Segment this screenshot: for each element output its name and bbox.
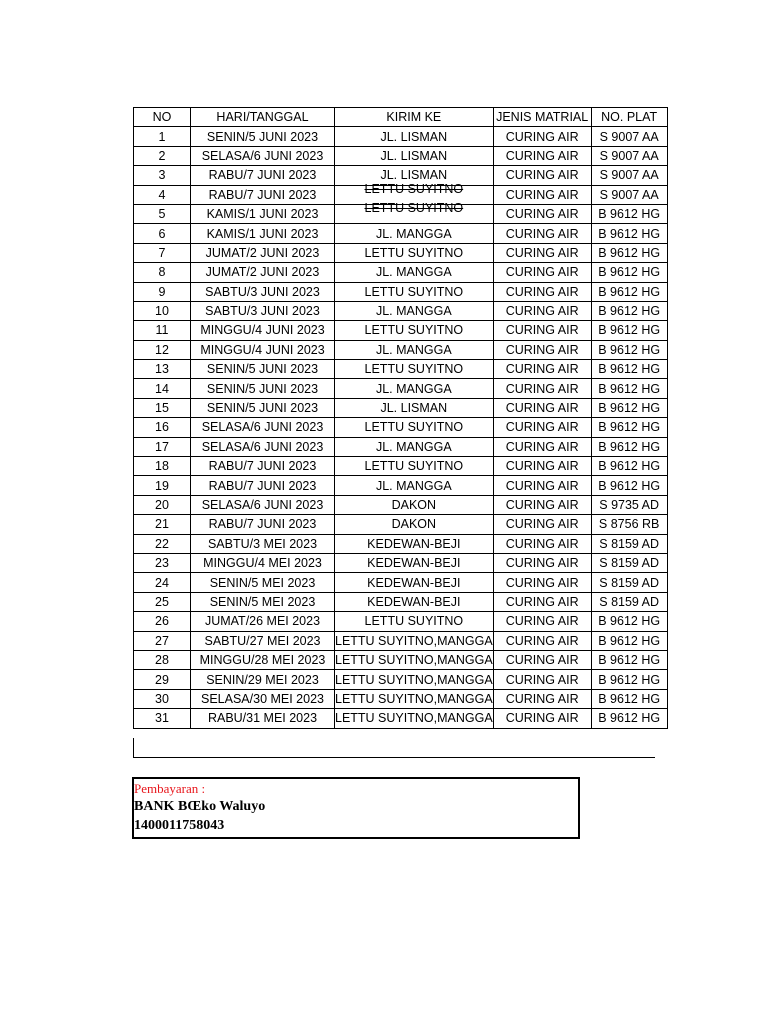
cell-material: CURING AIR <box>493 573 591 592</box>
cell-no: 12 <box>134 340 191 359</box>
table-row <box>134 592 668 611</box>
cell-date: RABU/7 JUNI 2023 <box>191 166 335 185</box>
cell-plate: B 9612 HG <box>591 282 667 301</box>
cell-plate: B 9612 HG <box>591 612 667 631</box>
cell-plate: S 9007 AA <box>591 127 667 146</box>
cell-no: 7 <box>134 243 191 262</box>
cell-destination-text: LETTU SUYITNO <box>364 201 464 216</box>
cell-date: SABTU/27 MEI 2023 <box>191 631 335 650</box>
cell-no: 13 <box>134 360 191 379</box>
cell-destination: JL. MANGGA <box>335 437 494 456</box>
cell-material: CURING AIR <box>493 709 591 728</box>
cell-plate: B 9612 HG <box>591 243 667 262</box>
delivery-table <box>133 107 668 729</box>
table-row <box>134 398 668 417</box>
cell-destination: LETTU SUYITNO,MANGGA <box>335 631 494 650</box>
cell-no: 4 <box>134 185 191 204</box>
cell-destination: JL. LISMAN <box>335 398 494 417</box>
table-row <box>134 709 668 728</box>
cell-date: MINGGU/4 MEI 2023 <box>191 553 335 572</box>
table-row <box>134 243 668 262</box>
cell-plate: B 9612 HG <box>591 457 667 476</box>
cell-no: 6 <box>134 224 191 243</box>
cell-plate: B 9612 HG <box>591 689 667 708</box>
table-header-row <box>134 108 668 127</box>
header-material: JENIS MATRIAL <box>493 108 591 127</box>
cell-plate: B 9612 HG <box>591 224 667 243</box>
cell-date: RABU/7 JUNI 2023 <box>191 515 335 534</box>
cell-no: 17 <box>134 437 191 456</box>
cell-plate: B 9612 HG <box>591 650 667 669</box>
table-row <box>134 321 668 340</box>
header-date: HARI/TANGGAL <box>191 108 335 127</box>
cell-destination-text: LETTU SUYITNO <box>364 181 464 196</box>
cell-date: KAMIS/1 JUNI 2023 <box>191 204 335 223</box>
cell-no: 18 <box>134 457 191 476</box>
cell-destination: LETTU SUYITNO <box>335 282 494 301</box>
cell-plate: B 9612 HG <box>591 321 667 340</box>
table-body <box>134 127 668 728</box>
cell-material: CURING AIR <box>493 379 591 398</box>
cell-no: 19 <box>134 476 191 495</box>
header-no: NO <box>134 108 191 127</box>
table-row <box>134 631 668 650</box>
table-row <box>134 689 668 708</box>
cell-no: 21 <box>134 515 191 534</box>
cell-date: RABU/7 JUNI 2023 <box>191 476 335 495</box>
cell-plate: B 9612 HG <box>591 340 667 359</box>
cell-no: 16 <box>134 418 191 437</box>
cell-material: CURING AIR <box>493 146 591 165</box>
table-row <box>134 534 668 553</box>
cell-plate: S 8756 RB <box>591 515 667 534</box>
cell-no: 3 <box>134 166 191 185</box>
cell-material: CURING AIR <box>493 631 591 650</box>
cell-material: CURING AIR <box>493 495 591 514</box>
cell-date: SABTU/3 JUNI 2023 <box>191 301 335 320</box>
table-row <box>134 457 668 476</box>
cell-destination: JL. MANGGA <box>335 301 494 320</box>
cell-destination: LETTU SUYITNO,MANGGA <box>335 670 494 689</box>
cell-date: JUMAT/26 MEI 2023 <box>191 612 335 631</box>
cell-destination: JL. MANGGA <box>335 476 494 495</box>
cell-date: SENIN/5 MEI 2023 <box>191 592 335 611</box>
cell-material: CURING AIR <box>493 282 591 301</box>
cell-plate: S 9007 AA <box>591 146 667 165</box>
cell-destination: JL. MANGGA <box>335 263 494 282</box>
payment-bank: BANK BŒko Waluyo <box>134 799 266 814</box>
cell-destination: LETTU SUYITNO,MANGGA <box>335 709 494 728</box>
cell-destination: LETTU SUYITNO <box>335 243 494 262</box>
cell-no: 5 <box>134 204 191 223</box>
cell-plate: B 9612 HG <box>591 379 667 398</box>
table-row <box>134 495 668 514</box>
cell-no: 15 <box>134 398 191 417</box>
cell-no: 27 <box>134 631 191 650</box>
cell-material: CURING AIR <box>493 689 591 708</box>
cell-no: 14 <box>134 379 191 398</box>
cell-plate: B 9612 HG <box>591 360 667 379</box>
cell-material: CURING AIR <box>493 301 591 320</box>
cell-plate: B 9612 HG <box>591 709 667 728</box>
cell-date: SELASA/30 MEI 2023 <box>191 689 335 708</box>
cell-material: CURING AIR <box>493 166 591 185</box>
delivery-table-container <box>133 107 668 729</box>
table-row <box>134 360 668 379</box>
cell-no: 1 <box>134 127 191 146</box>
cell-material: CURING AIR <box>493 457 591 476</box>
cell-destination: DAKON <box>335 515 494 534</box>
cell-no: 2 <box>134 146 191 165</box>
cell-destination: KEDEWAN-BEJI <box>335 534 494 553</box>
cell-no: 26 <box>134 612 191 631</box>
cell-destination: LETTU SUYITNO <box>335 612 494 631</box>
payment-account-number: 1400011758043 <box>134 818 225 833</box>
cell-plate: B 9612 HG <box>591 398 667 417</box>
table-row <box>134 418 668 437</box>
cell-plate: S 8159 AD <box>591 573 667 592</box>
table-row <box>134 437 668 456</box>
cell-plate: B 9612 HG <box>591 437 667 456</box>
cell-date: SENIN/5 JUNI 2023 <box>191 127 335 146</box>
cell-no: 25 <box>134 592 191 611</box>
cell-date: MINGGU/4 JUNI 2023 <box>191 340 335 359</box>
cell-date: SABTU/3 MEI 2023 <box>191 534 335 553</box>
cell-no: 29 <box>134 670 191 689</box>
cell-date: SELASA/6 JUNI 2023 <box>191 437 335 456</box>
cell-date: JUMAT/2 JUNI 2023 <box>191 263 335 282</box>
cell-destination: LETTU SUYITNO <box>335 418 494 437</box>
cell-material: CURING AIR <box>493 321 591 340</box>
cell-no: 23 <box>134 553 191 572</box>
cell-material: CURING AIR <box>493 360 591 379</box>
cell-date: SENIN/5 JUNI 2023 <box>191 360 335 379</box>
table-row <box>134 263 668 282</box>
cell-no: 10 <box>134 301 191 320</box>
cell-plate: S 8159 AD <box>591 534 667 553</box>
cell-plate: S 9007 AA <box>591 185 667 204</box>
cell-material: CURING AIR <box>493 592 591 611</box>
cell-no: 9 <box>134 282 191 301</box>
cell-destination: LETTU SUYITNO,MANGGA <box>335 689 494 708</box>
cell-date: MINGGU/28 MEI 2023 <box>191 650 335 669</box>
cell-date: RABU/31 MEI 2023 <box>191 709 335 728</box>
cell-material: CURING AIR <box>493 612 591 631</box>
table-row <box>134 670 668 689</box>
cell-date: SENIN/5 JUNI 2023 <box>191 398 335 417</box>
cell-date: SENIN/5 JUNI 2023 <box>191 379 335 398</box>
cell-plate: B 9612 HG <box>591 476 667 495</box>
cell-date: SENIN/29 MEI 2023 <box>191 670 335 689</box>
cell-material: CURING AIR <box>493 670 591 689</box>
cell-material: CURING AIR <box>493 127 591 146</box>
cell-date: SELASA/6 JUNI 2023 <box>191 146 335 165</box>
cell-material: CURING AIR <box>493 553 591 572</box>
table-row <box>134 204 668 223</box>
cell-no: 24 <box>134 573 191 592</box>
cell-destination: JL. LISMAN <box>335 127 494 146</box>
cell-material: CURING AIR <box>493 204 591 223</box>
cell-destination: KEDEWAN-BEJI <box>335 553 494 572</box>
cell-date: SELASA/6 JUNI 2023 <box>191 495 335 514</box>
table-row <box>134 612 668 631</box>
table-row <box>134 146 668 165</box>
cell-no: 20 <box>134 495 191 514</box>
cell-date: SABTU/3 JUNI 2023 <box>191 282 335 301</box>
cell-plate: B 9612 HG <box>591 204 667 223</box>
cell-destination: KEDEWAN-BEJI <box>335 592 494 611</box>
cell-material: CURING AIR <box>493 185 591 204</box>
cell-no: 22 <box>134 534 191 553</box>
cell-destination: LETTU SUYITNO,MANGGA <box>335 650 494 669</box>
cell-destination: DAKON <box>335 495 494 514</box>
cell-material: CURING AIR <box>493 263 591 282</box>
table-row <box>134 379 668 398</box>
cell-date: RABU/7 JUNI 2023 <box>191 457 335 476</box>
cell-material: CURING AIR <box>493 418 591 437</box>
cell-plate: S 8159 AD <box>591 553 667 572</box>
cell-material: CURING AIR <box>493 534 591 553</box>
cell-destination <box>335 201 494 223</box>
cell-material: CURING AIR <box>493 340 591 359</box>
cell-date: SELASA/6 JUNI 2023 <box>191 418 335 437</box>
cell-destination: JL. LISMAN <box>335 166 494 185</box>
cell-plate: S 9735 AD <box>591 495 667 514</box>
table-row <box>134 282 668 301</box>
cell-plate: S 9007 AA <box>591 166 667 185</box>
cell-material: CURING AIR <box>493 243 591 262</box>
cell-date: RABU/7 JUNI 2023 <box>191 185 335 204</box>
payment-box <box>132 777 580 839</box>
cell-plate: B 9612 HG <box>591 418 667 437</box>
payment-label: Pembayaran : <box>134 781 206 796</box>
cell-no: 30 <box>134 689 191 708</box>
table-row <box>134 301 668 320</box>
cell-material: CURING AIR <box>493 224 591 243</box>
table-row <box>134 650 668 669</box>
cell-destination: JL. MANGGA <box>335 340 494 359</box>
cell-date: MINGGU/4 JUNI 2023 <box>191 321 335 340</box>
cell-date: SENIN/5 MEI 2023 <box>191 573 335 592</box>
cell-material: CURING AIR <box>493 437 591 456</box>
table-row <box>134 553 668 572</box>
cell-plate: S 8159 AD <box>591 592 667 611</box>
cell-date: KAMIS/1 JUNI 2023 <box>191 224 335 243</box>
cell-no: 31 <box>134 709 191 728</box>
cell-destination: JL. MANGGA <box>335 224 494 243</box>
cell-material: CURING AIR <box>493 476 591 495</box>
cell-destination: JL. MANGGA <box>335 379 494 398</box>
empty-trailing-row <box>133 738 655 758</box>
cell-date: JUMAT/2 JUNI 2023 <box>191 243 335 262</box>
header-plate: NO. PLAT <box>591 108 667 127</box>
table-row <box>134 573 668 592</box>
cell-material: CURING AIR <box>493 650 591 669</box>
table-row <box>134 515 668 534</box>
cell-destination: LETTU SUYITNO <box>335 321 494 340</box>
table-row <box>134 224 668 243</box>
cell-material: CURING AIR <box>493 515 591 534</box>
cell-plate: B 9612 HG <box>591 301 667 320</box>
cell-plate: B 9612 HG <box>591 670 667 689</box>
header-destination: KIRIM KE <box>335 108 494 127</box>
cell-destination: LETTU SUYITNO <box>335 360 494 379</box>
cell-plate: B 9612 HG <box>591 263 667 282</box>
cell-no: 8 <box>134 263 191 282</box>
table-row <box>134 127 668 146</box>
cell-no: 11 <box>134 321 191 340</box>
cell-destination: KEDEWAN-BEJI <box>335 573 494 592</box>
cell-plate: B 9612 HG <box>591 631 667 650</box>
cell-no: 28 <box>134 650 191 669</box>
cell-material: CURING AIR <box>493 398 591 417</box>
cell-destination: LETTU SUYITNO <box>335 457 494 476</box>
table-row <box>134 340 668 359</box>
cell-destination: JL. LISMAN <box>335 146 494 165</box>
table-row <box>134 476 668 495</box>
